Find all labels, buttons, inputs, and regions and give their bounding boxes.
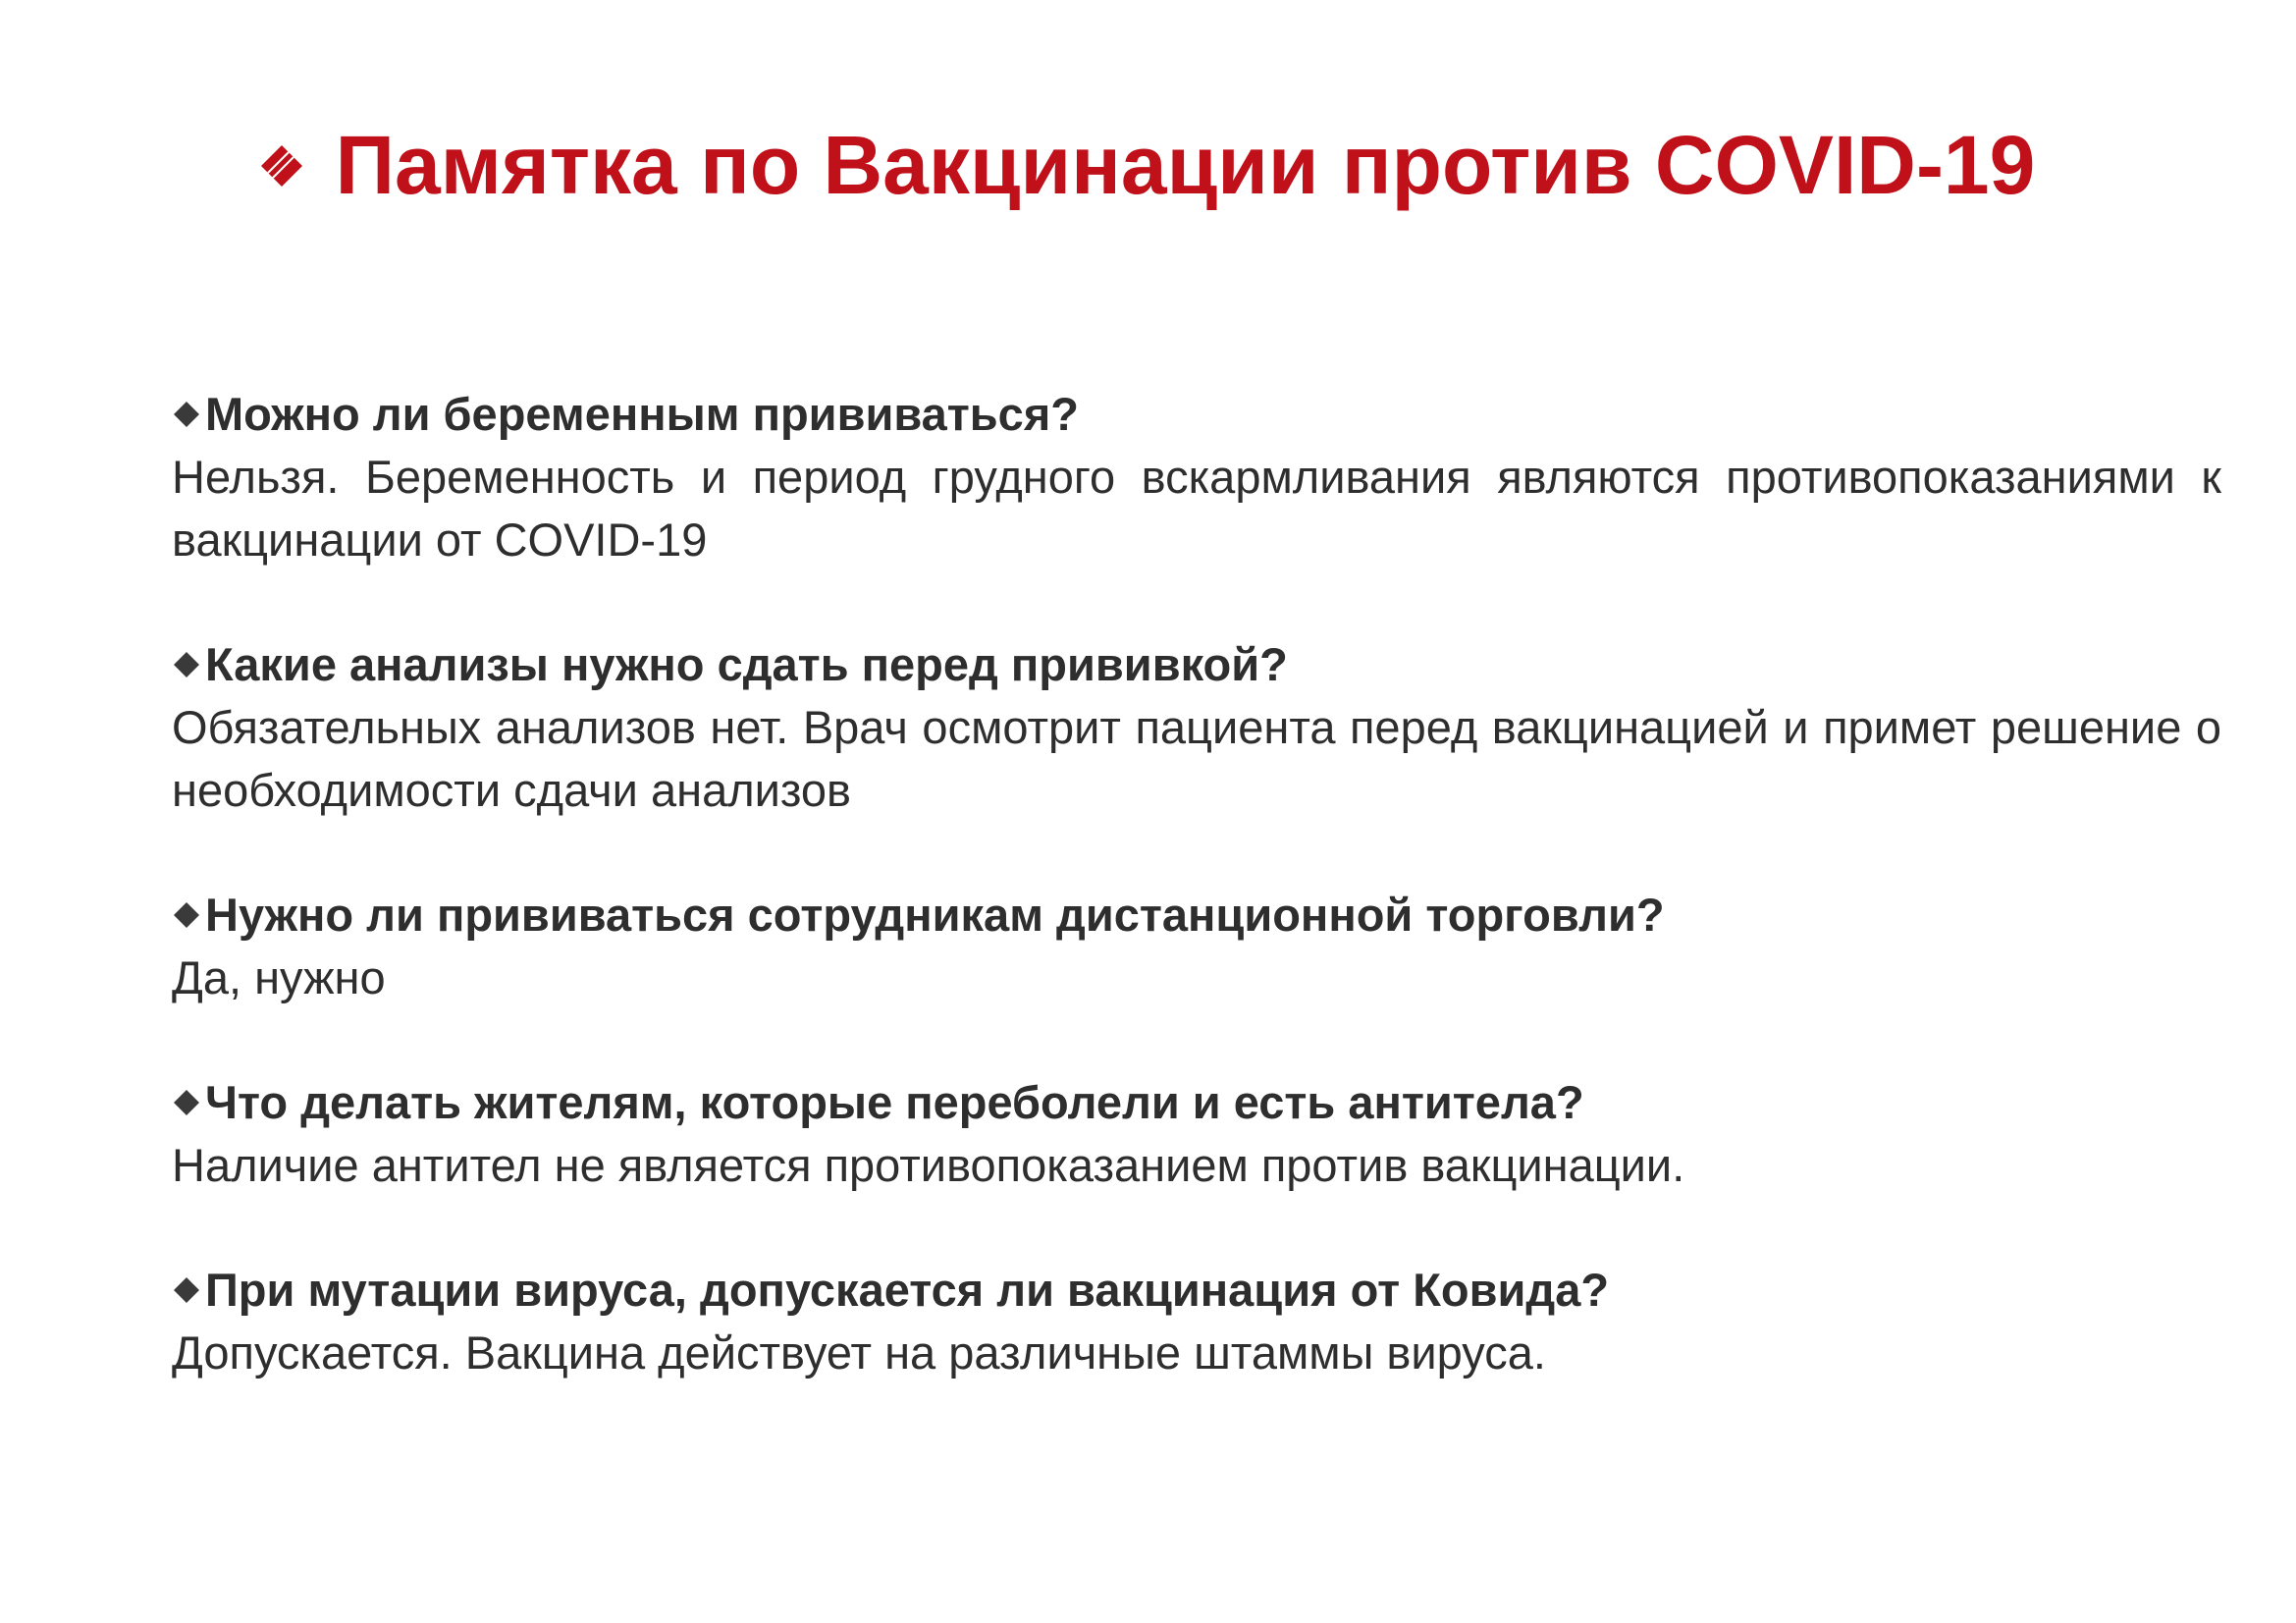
diamond-icon xyxy=(172,400,201,429)
diamond-icon xyxy=(172,1088,201,1117)
page-title-text: Памятка по Вакцинации против COVID-19 xyxy=(335,119,2036,211)
diamond-icon xyxy=(172,900,201,930)
diamond-icon xyxy=(172,1275,201,1305)
diamond-icon xyxy=(172,650,201,679)
faq-item-mutation xyxy=(172,1259,2221,1384)
faq-item-antibodies xyxy=(172,1071,2221,1197)
faq-item-pregnancy xyxy=(172,383,2221,571)
faq-answer: Допускается. Вакцина действует на различные штаммы вируса. xyxy=(172,1326,1546,1379)
faq-item-tests xyxy=(172,633,2221,822)
faq-question-text: Можно ли беременным прививаться? xyxy=(205,388,1079,440)
faq-answer: Обязательных анализов нет. Врач осмотрит пациента перед вакцинацией и примет решение о необходимости сдачи анализов xyxy=(172,701,2221,816)
faq-question-text: Какие анализы нужно сдать перед прививкой? xyxy=(205,638,1288,690)
diamond-icon xyxy=(261,145,302,187)
faq-question-text: Что делать жителям, которые переболели и есть антитела? xyxy=(205,1076,1584,1128)
faq-list xyxy=(172,383,2221,1446)
faq-answer: Да, нужно xyxy=(172,951,386,1003)
faq-question-text: При мутации вируса, допускается ли вакцинация от Ковида? xyxy=(205,1264,1610,1316)
faq-item-remote-trade xyxy=(172,884,2221,1009)
faq-question xyxy=(172,633,2221,696)
faq-question xyxy=(172,884,2221,947)
page-title xyxy=(0,116,2296,214)
faq-answer: Нельзя. Беременность и период грудного вскармливания являются противопоказаниями к вакцинации от COVID-19 xyxy=(172,451,2221,566)
faq-question xyxy=(172,383,2221,446)
faq-question-text: Нужно ли прививаться сотрудникам дистанционной торговли? xyxy=(205,889,1665,941)
faq-question xyxy=(172,1071,2221,1134)
faq-question xyxy=(172,1259,2221,1322)
faq-answer: Наличие антител не является противопоказанием против вакцинации. xyxy=(172,1139,1685,1191)
